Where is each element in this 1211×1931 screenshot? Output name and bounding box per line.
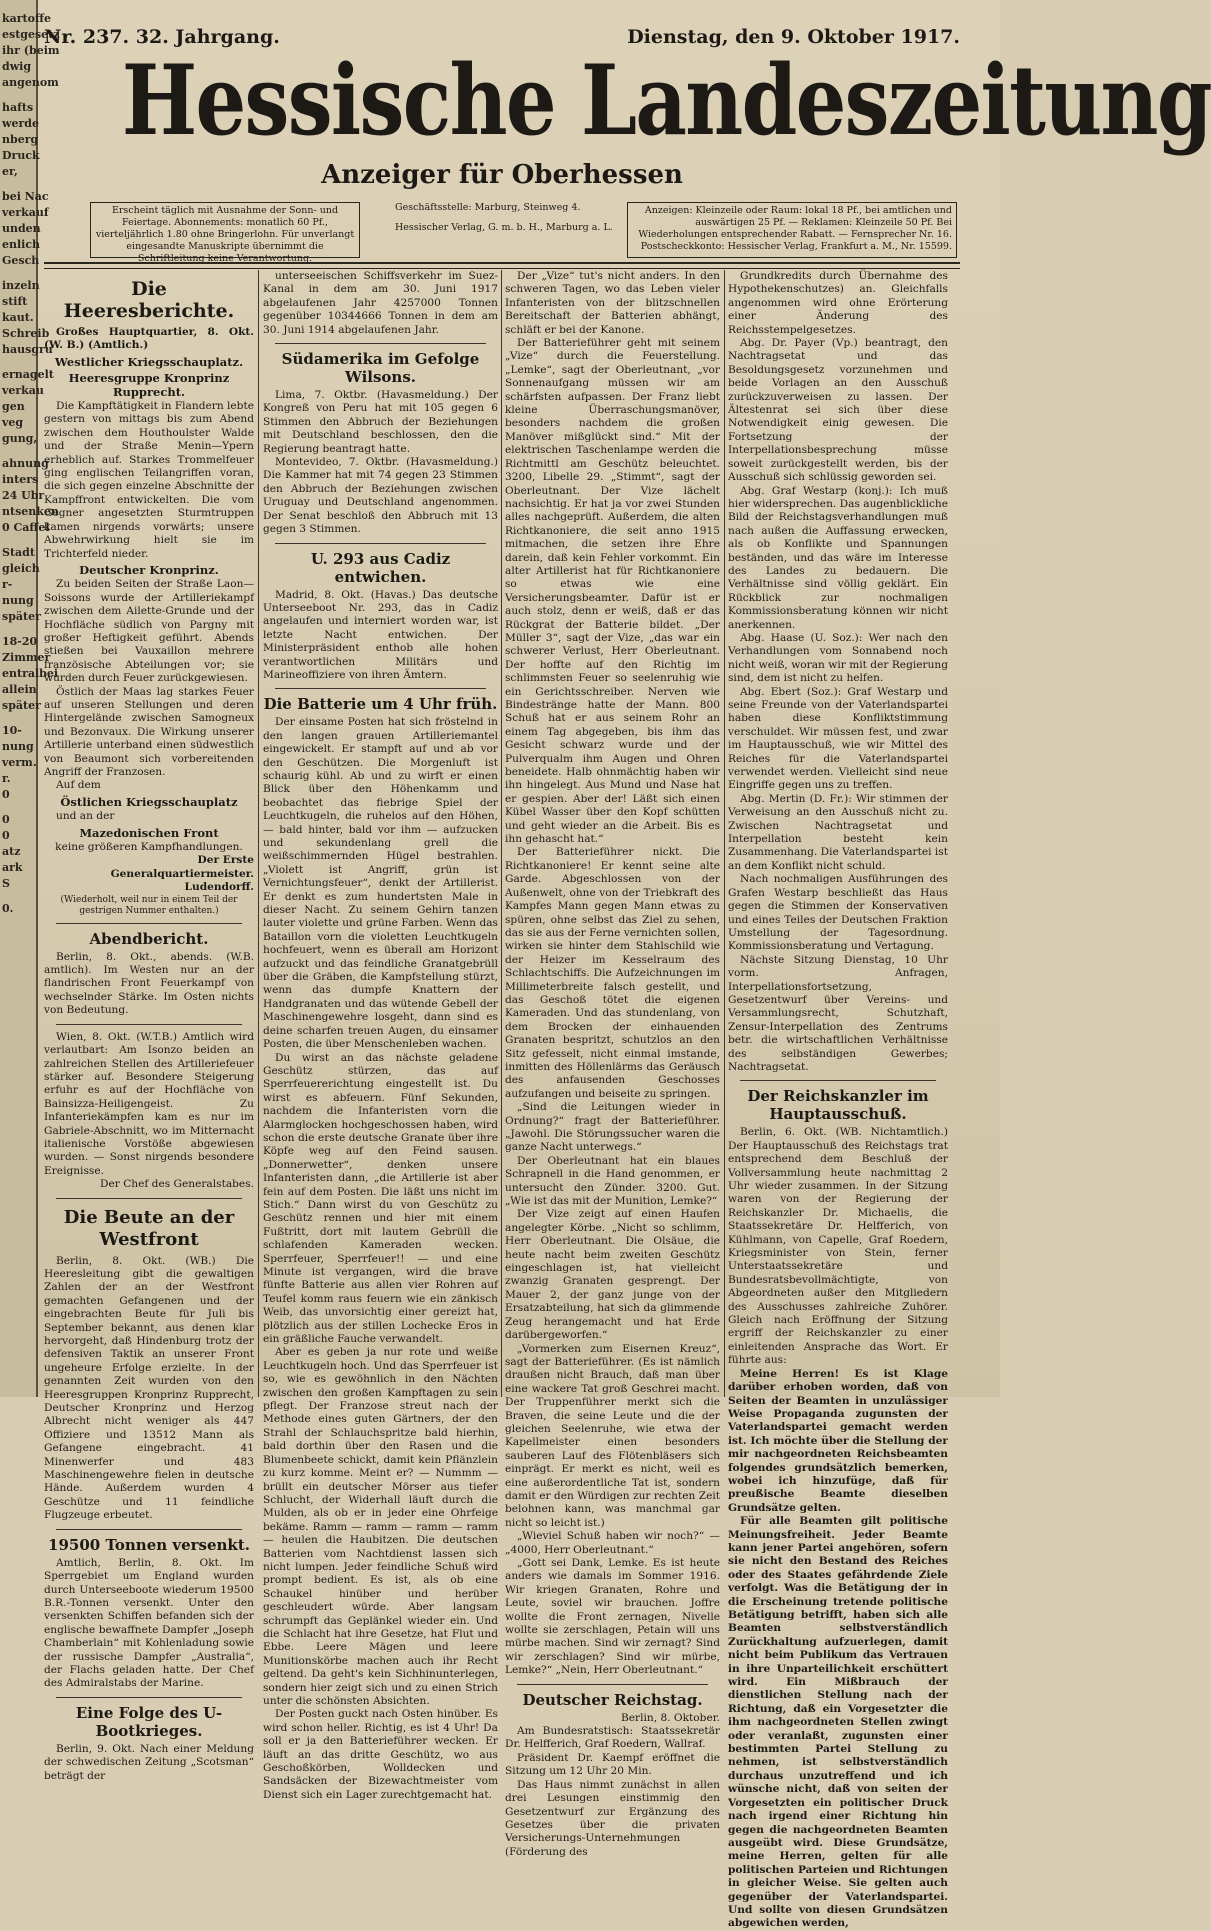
publisher-name: Hessischer Verlag, G. m. b. H., Marburg a. L. — [395, 222, 613, 233]
headline-cadiz: U. 293 aus Cadiz entwichen. — [310, 549, 451, 586]
strip-fragment: gung, — [2, 432, 38, 445]
headline-abendbericht: Abendbericht. — [89, 929, 209, 948]
paragraph: keine größeren Kampfhandlungen. — [55, 841, 243, 854]
paragraph: Präsident Dr. Kaempf eröffnet die Sitzung um 12 Uhr 20 Min. — [505, 1751, 720, 1778]
strip-fragment: verkau — [2, 384, 44, 397]
paragraph: Für alle Beamten gilt politische Meinungsfreiheit. Jeder Beamte kann jener Partei angehören, sofern sie nicht den Bestand des Reiches oder des Staates gefährdende Ziele verfolgt. Was die Betätigung der in die Erscheinung tretende politische Betätigung betrifft, haben sich alle Beamten selbstverständlich Zurückhaltung aufzuerlegen, damit nicht beim Publikum das Vertrauen in ihre Unparteilichkeit erschüttert wird. Ein Mißbrauch der dienstlichen Stellung nach der Richtung, daß ein Vorgesetzter die ihm nachgeordneten Stellen zwingt oder veranlaßt, zugunsten einer bestimmten Partei Stellung zu nehmen, ist selbstverständlich durchaus unzutreffend und ich wünsche nicht, daß von seiten der Vorgesetzten ein politischer Druck nach irgend einer Richtung hin gegen die nachgeordneten Beamten ausgeübt wird. Diese Grundsätze, meine Herren, gelten für alle politischen Parteien und Richtungen in gleicher Weise. Sie gelten auch gegenüber der Vaterlandspartei. Und sollte von diesen Grundsätzen abgewichen werden, — [728, 1515, 948, 1930]
column-4 — [728, 270, 948, 1930]
strip-fragment: er, — [2, 165, 18, 178]
strip-fragment: Zimmer — [2, 651, 51, 664]
office-address: Geschäftsstelle: Marburg, Steinweg 4. — [395, 202, 581, 213]
headline-suedamerika: Südamerika im Gefolge Wilsons. — [281, 350, 480, 387]
masthead-rule — [44, 262, 960, 269]
paragraph: „Wieviel Schuß haben wir noch?“ — „4000, Herr Oberleutnant.“ — [505, 1530, 720, 1556]
strip-fragment: ahnung — [2, 457, 49, 470]
column-3 — [505, 270, 720, 1858]
issue-date: Dienstag, den 9. Oktober 1917. — [627, 26, 960, 48]
subheading: Deutscher Kronprinz. — [79, 562, 219, 577]
paragraph: Der Batterieführer geht mit seinem „Vize“ durch die Feuerstellung. „Lemke“, sagt der Oberleutnant, „vor Sonnenaufgang müssen wir am schärfsten aufpassen. Der Franz liebt kleine Überraschungsmanöver, besonders nachdem die großen Manöver mißglückt sind.“ Mit der elektrischen Taschenlampe werden die Richtmittl am Geschütz beleuchtet. 3200, Libelle 29. „Stimmt“, sagt der Oberleutnant. Der Vize lächelt nachsichtig. Er hat ja vor zwei Stunden alles nachgeprüft. Außerdem, die alten Richtkanoniere, die seit anno 1915 mitmachen, die setzen ihre Ehre darein, daß kein Fehler vorkommt. Ein alter Artillerist hat für Richtkanoniere so etwas wie eine Versicherungsbeamter. Dafür ist er auch stolz, denn er weiß, daß er das Rückgrat der Batterie bildet. „Der Müller 3“, sagt der Vize, „das war ein schwerer Verlust, Herr Oberleutnant. Der hoffte auf den Richtig im schlimmsten Feuer so seelenruhig wie ein Gerichtsschreiber. Nerven wie Bindestränge hatte der Mann. 800 Schuß hat er aus seinem Rohr an einem Tag abgegeben, bis ihm das Gesicht schwarz wurde und der Pulverqualm ihm Augen und Ohren beneidete. Halb ohnmächtig haben wir ihn hingelegt. Aus Mund und Nase hat er gespien. Aber der! Läßt sich einen Kübel Wasser über den Kopf schütten und geht wieder an die Arbeit. Bis es ihn gehascht hat.“ — [505, 337, 720, 846]
paragraph: Berlin, 8. Okt., abends. (W.B. amtlich). Im Westen nur an der flandrischen Front Feuerkampf von wechselnder Stärke. Im Osten nichts von Bedeutung. — [44, 950, 254, 1017]
divider — [275, 688, 486, 689]
newspaper-title: Hessische Landeszeitung — [121, 44, 1211, 157]
strip-fragment: nung — [2, 594, 34, 607]
strip-fragment: später — [2, 699, 41, 712]
paragraph: Abg. Mertin (D. Fr.): Wir stimmen der Verweisung an den Ausschuß nicht zu. Zwischen Nachtragsetat und Interpellation besteht kein Zusammenhang. Die Vaterlandspartei ist an dem Konflikt nicht schuld. — [728, 792, 948, 872]
headline-batterie: Die Batterie um 4 Uhr früh. — [263, 695, 498, 714]
subheading: Östlichen Kriegsschauplatz — [60, 794, 238, 809]
paragraph: Abg. Haase (U. Soz.): Wer nach den Verhandlungen vom Sonnabend noch nicht weiß, woran wir mit der Regierung sind, dem ist nicht zu helfen. — [728, 631, 948, 685]
paragraph: Abg. Dr. Payer (Vp.) beantragt, den Nachtragsetat und das Besoldungsgesetz vorzunehmen und beide Vorlagen an den Ausschuß zurückzuverweisen zu lassen. Der Ältestenrat sei sich über diese Notwendigkeit einig gewesen. Die Fortsetzung der Interpellationsbesprechung müsse soweit zurückgestellt werden, bis der Ausschuß sich schlüssig geworden sei. — [728, 337, 948, 484]
headline-folge: Eine Folge des U-Bootkrieges. — [75, 1703, 223, 1740]
strip-fragment: 0. — [2, 902, 14, 915]
strip-fragment: inzeln — [2, 279, 40, 292]
subheading: Mazedonischen Front — [79, 825, 219, 840]
strip-fragment: 18-20 — [2, 635, 38, 648]
column-divider — [258, 270, 259, 1397]
column-2 — [263, 270, 498, 1801]
strip-fragment: nberg — [2, 133, 39, 146]
strip-fragment: werde — [2, 117, 39, 130]
paragraph: „Sind die Leitungen wieder in Ordnung?“ fragt der Batterieführer. „Jawohl. Die Störungssucher waren die ganze Nacht unterwegs.“ — [505, 1101, 720, 1154]
divider — [56, 1024, 242, 1025]
signature: Der Erste Generalquartiermeister. Ludendorff. — [110, 854, 254, 894]
strip-fragment: inters — [2, 473, 39, 486]
paragraph: Du wirst an das nächste geladene Geschütz stürzen, das auf Sperrfeuererichtung eingestellt ist. Du wirst es abfeuern. Fünf Sekunden, nachdem die Infanteristen vorn die Alarmglocken hochgeschossen haben, wird schon die erste deutsche Granate über ihre Köpfe weg auf den Feind sausen. „Donnerwetter“, denken unsere Infanteristen dann, „die Artillerie ist aber fein auf dem Posten. Die läßt uns nicht im Stich.“ Dann wirst du von Geschütz zu Geschütz rennen und hier mit einem Fußtritt, dort mit lautem Gebrüll die schlafenden Kameraden wecken. Sperrfeuer, Sperrfeuer!! — und eine Minute ist vergangen, wird die brave fünfte Batterie aus allen vier Rohren auf Teufel komm raus feuern wie ein zänkisch Weib, das unvorsichtig einer gereizt hat, plötzlich aus der stillen Lochecke Eros in ein gräßliche Fauche verwandelt. — [263, 1051, 498, 1346]
column-1 — [44, 270, 254, 1782]
headline-beute: Die Beute an der Westfront — [63, 1206, 235, 1250]
divider — [275, 543, 486, 544]
issue-number: Nr. 237. 32. Jahrgang. — [44, 26, 280, 48]
paragraph: Aber es geben ja nur rote und weiße Leuchtkugeln hoch. Und das Sperrfeuer ist so, wie es gewöhnlich in den Nächten zwischen den großen Kampftagen zu sein pflegt. Der Franzose streut nach der Methode eines guten Gärtners, der den Strahl der Schlauchspritze bald hierhin, bald dorthin über den Rasen und die Blumenbeete schickt, damit kein Pflänzlein zu kurz komme. Meint er? — Nummm — brüllt ein deutscher Mörser aus tiefer Schlucht, der Widerhall läuft durch die Mulden, als ob er in jeder eine Ohrfeige bekäme. Ramm — ramm — ramm — ramm — heulen die Haubitzen. Die deutschen Batterien vom Nachtdienst lassen sich nicht lumpen. Jeder feindliche Schuß wird prompt bedient. Es ist, als ob eine Schaukel hinüber und herüber geschleudert würde. Aber langsam schrumpft das Geplänkel wieder ein. Und die Schlacht hat ihre Gesetze, hat Flut und Ebbe. Leere Mägen und leere Munitionskörbe machen auch ihr Recht geltend. Da geht's kein Sichhinunterlegen, sondern hier zeigt sich und zu einen Strich unter die schönsten Absichten. — [263, 1346, 498, 1707]
paragraph: Der Vize zeigt auf einen Haufen angelegter Körbe. „Nicht so schlimm, Herr Oberleutnant. Die Olsäue, die heute nacht beim zweiten Geschütz eingeschlagen ist, hat vielleicht zwanzig Granaten gesprengt. Der Mauer 2, der ganz junge von der Ersatzabteilung, hat sich da glimmende Zeug herangemacht und hat Erde darübergeworfen.“ — [505, 1208, 720, 1342]
headline-heeresberichte: Die Heeresberichte. — [63, 278, 235, 322]
strip-fragment: bei Nac — [2, 190, 49, 203]
headline-reichstag: Deutscher Reichstag. — [522, 1690, 703, 1709]
dateline: Berlin, 8. Oktober. — [621, 1711, 720, 1724]
subheading: Heeresgruppe Kronprinz Rupprecht. — [68, 371, 230, 399]
paragraph: Wien, 8. Okt. (W.T.B.) Amtlich wird verlautbart: Am Isonzo beiden an zahlreichen Stellen des Artilleriefeuer stärker auf. Besondere Steigerung erfuhr es auf der Hochfläche von Bainsizza-Heiligengeist. Zu Infanteriekämpfen kam es nur im Gabriele-Abschnitt, wo im Mitternacht italienische Vorstöße abgewiesen wurden. — Sonst nirgends besondere Ereignisse. — [44, 1030, 254, 1177]
headline-reichskanzler: Der Reichskanzler im Hauptausschuß. — [747, 1087, 929, 1124]
paragraph: Amtlich, Berlin, 8. Okt. Im Sperrgebiet um England wurden durch Unterseeboote wiederum 19500 B.R.-Tonnen versenkt. Unter den versenkten Schiffen befanden sich der englische bewaffnete Dampfer „Joseph Chamberlain“ mit Kohlenladung sowie der russische Dampfer „Australia“, der Flachs geladen hatte. Der Chef des Admiralstabs der Marine. — [44, 1556, 254, 1690]
publisher-info — [395, 202, 625, 252]
divider — [740, 1080, 936, 1081]
strip-fragment: stift — [2, 295, 28, 308]
paragraph: Am Bundesratstisch: Staatssekretär Dr. Helfferich, Graf Roedern, Wallraf. — [505, 1725, 720, 1751]
strip-fragment: ihr (beim — [2, 44, 60, 57]
paragraph: Montevideo, 7. Oktbr. (Havasmeldung.) Die Kammer hat mit 74 gegen 23 Stimmen den Abbruch der Beziehungen zwischen Uruguay und Deutschland angenommen. Der Senat beschloß den Abbruch mit 13 gegen 3 Stimmen. — [263, 456, 498, 536]
advertising-rates: Anzeigen: Kleinzeile oder Raum: lokal 18 Pf., bei amtlichen und auswärtigen 25 Pf. — Reklamen: Kleinzeile 50 Pf. Bei Wiederholungen entsprechender Rabatt. — Fernsprecher Nr. 16. Postscheckkonto: Hessischer Verlag, Frankfurt a. M., Nr. 15599. — [627, 202, 957, 258]
divider — [275, 343, 486, 344]
strip-fragment: gen — [2, 400, 25, 413]
divider — [517, 1684, 708, 1685]
strip-fragment: r. — [2, 772, 11, 785]
paragraph: Das Haus nimmt zunächst in allen drei Lesungen einstimmig den Gesetzentwurf zur Ergänzung des Gesetzes über die privaten Versicherungs-Unternehmungen (Förderung des — [505, 1778, 720, 1858]
strip-fragment: verm. — [2, 756, 37, 769]
paragraph: Nächste Sitzung Dienstag, 10 Uhr vorm. Anfragen, Interpellationsfortsetzung, Gesetzentwurf über Vereins- und Versammlungsrecht, Schutzhaft, Zensur-Interpellation des Zentrums betr. die wirtschaftlichen Verhältnisse des selbständigen Gewerbes; Nachtragsetat. — [728, 953, 948, 1073]
paragraph: Abg. Ebert (Soz.): Graf Westarp und seine Freunde von der Vaterlandspartei haben diese Konfliktstimmung verschuldet. Wir müssen fest, und zwar im Hauptausschuß, wie wir Mittel des Reiches für die Vaterlandspartei verwendet werden. Vielleicht sind neue Eingriffe gegen uns zu treffen. — [728, 685, 948, 792]
strip-fragment: kartoffe — [2, 12, 51, 25]
strip-fragment: Schreib — [2, 327, 50, 340]
strip-fragment: Druck — [2, 149, 40, 162]
strip-fragment: später — [2, 610, 41, 623]
divider — [56, 1697, 242, 1698]
strip-fragment: 10- — [2, 724, 22, 737]
paragraph: Der Posten guckt nach Osten hinüber. Es wird schon heller. Richtig, es ist 4 Uhr! Da soll er ja den Batterieführer wecken. Er läuft an das dritte Geschütz, wo aus Geschoßkörben, Wolldecken und Sandsäcken der Bizewachtmeister vom Dienst sich ein Lager zurechtgemacht hat. — [263, 1708, 498, 1801]
paragraph: Berlin, 9. Okt. Nach einer Meldung der schwedischen Zeitung „Scotsman“ beträgt der — [44, 1742, 254, 1782]
strip-fragment: angenom — [2, 76, 59, 89]
strip-fragment: 0 — [2, 829, 10, 842]
paragraph: Der Oberleutnant hat ein blaues Schrapnell in die Hand genommen, er untersucht den Zünder. 3200. Gut. „Wie ist das mit der Munition, Lemke?“ — [505, 1154, 720, 1208]
strip-fragment: enlich — [2, 238, 41, 251]
strip-fragment: 0 — [2, 813, 10, 826]
subheading: Westlicher Kriegsschauplatz. — [54, 354, 244, 369]
strip-fragment: unden — [2, 222, 41, 235]
paragraph: Der einsame Posten hat sich fröstelnd in den langen grauen Artilleriemantel eingewickelt. Er stampft auf und ab vor den Geschützen. Die Morgenluft ist schaurig kühl. Ab und zu wirft er einen Blick über den Höhenkamm und beobachtet das fiebrige Spiel der Leuchtkugeln, die ruhelos auf den Höhen, — bald hinter, bald vor ihm — aufzucken und sekundenlang grell die weißschimmernden Hügel bestrahlen. „Violett ist Angriff, grün ist Vernichtungsfeuer“, denkt der Artillerist. Er denkt es zum hundertsten Male in dieser Nacht. Zu seinem Gehirn tanzen lauter violette und grüne Farben. Wenn das Bataillon vorn die violetten Leuchtkugeln hochfeuert, wenn es überall am Horizont aufzuckt und das feindliche Granatgebrüll über die Gräben, die Kampfstellung stürzt, wenn das dumpfe Knattern der Handgranaten und das wütende Gebell der Maschinengewehre losgeht, dann sind es deine scharfen treuen Augen, du einsamer Posten, die über Menschenleben wachen. — [263, 716, 498, 1051]
column-divider — [724, 270, 725, 1397]
strip-fragment: veg — [2, 416, 24, 429]
strip-fragment: hausgru — [2, 343, 53, 356]
paragraph: Grundkredits durch Übernahme des Hypothekenschutzes) an. Gleichfalls angenommen wird ohne Erörterung einer Änderung des Reichsstempelgesetzes. — [728, 270, 948, 336]
strip-fragment: r- — [2, 578, 13, 591]
paragraph: unterseeischen Schiffsverkehr im Suez-Kanal in dem am 30. Juni 1917 abgelaufenen Jahr 4257000 Tonnen gegenüber 10344666 Tonnen in dem am 30. Juni 1914 abgelaufenen Jahr. — [263, 270, 498, 336]
paragraph: Berlin, 6. Okt. (WB. Nichtamtlich.) Der Hauptausschuß des Reichstags trat entsprechend dem Beschluß der Vollversammlung heute nachmittag 2 Uhr wieder zusammen. In der Sitzung waren von der Regierung der Reichskanzler Dr. Michaelis, die Staatssekretäre Dr. Helfferich, von Kühlmann, von Capelle, Graf Roedern, Kriegsminister von Stein, ferner Unterstaatssekretäre und Bundesratsbevollmächtigte, von Abgeordneten außer den Mitgliedern des Ausschusses zahlreiche Zuhörer. Gleich nach Eröffnung der Sitzung ergriff der Reichskanzler zu einer einleitenden Ansprache das Wort. Er führte aus: — [728, 1126, 948, 1367]
strip-fragment: 24 Ubr — [2, 489, 45, 502]
strip-fragment: 0 — [2, 788, 10, 801]
strip-fragment: entralbei — [2, 667, 59, 680]
strip-fragment: ark — [2, 861, 23, 874]
strip-fragment: allein — [2, 683, 37, 696]
paragraph: Der „Vize“ tut's nicht anders. In den schweren Tagen, wo das Leben vieler Infanteristen von der blitzschnellen Bereitschaft der Batterien abhängt, schläft er bei der Kanone. — [505, 270, 720, 336]
dateline: Großes Hauptquartier, 8. Okt. (W. B.) (Amtlich.) — [44, 326, 254, 352]
strip-fragment: hafts — [2, 101, 34, 114]
paragraph: Lima, 7. Oktbr. (Havasmeldung.) Der Kongreß von Peru hat mit 105 gegen 6 Stimmen den Abbruch der Beziehungen mit Deutschland beschlossen, den die Regierung beantragt hatte. — [263, 389, 498, 455]
divider — [56, 923, 242, 924]
paragraph: Die Kampftätigkeit in Flandern lebte gestern von mittags bis zum Abend zwischen dem Houthoulster Walde und der Straße Menin—Ypern erheblich auf. Starkes Trommelfeuer ging englischen Teilangriffen voran, die sich gegen einzelne Abschnitte der Kampffront entwickelten. Die vom Gegner angesetzten Sturmtruppen kamen nirgends vorwärts; unsere Abwehrwirkung hielt sie im Trichterfeld nieder. — [44, 400, 254, 560]
paragraph: Östlich der Maas lag starkes Feuer auf unseren Stellungen und deren Hintergelände zwischen Samogneux und Bezonvaux. Die Wirkung unserer Artillerie unterband einen südwestlich von Beaumont sich vorbereitenden Angriff der Franzosen. — [44, 685, 254, 778]
strip-fragment: verkauf — [2, 206, 49, 219]
strip-fragment: 0 Caffel — [2, 521, 50, 534]
paragraph: und an der — [56, 810, 115, 823]
strip-fragment: S — [2, 877, 10, 890]
strip-fragment: kaut. — [2, 311, 34, 324]
paragraph: Madrid, 8. Okt. (Havas.) Das deutsche Unterseeboot Nr. 293, das in Cadiz angelaufen und interniert worden war, ist letzte Nacht entwichen. Der Ministerpräsident enthob alle hohen verantwortlichen Militärs und Marineoffiziere von ihren Ämtern. — [263, 588, 498, 681]
strip-fragment: dwig — [2, 60, 32, 73]
headline-tonnen: 19500 Tonnen versenkt. — [48, 1535, 250, 1554]
paragraph: „Vormerken zum Eisernen Kreuz“, sagt der Batterieführer. (Es ist nämlich draußen nicht Brauch, daß man über eine wackere Tat groß Geschrei macht. Der Truppenführer merkt sich die Braven, die seine Leute und die der gleichen Seelenruhe, wie etwa der Kapellmeister einen besonders sauberen Lauf des Flötenbläsers sich einprägt. Er merkt es nicht, weil es eine außerordentliche Tat ist, sondern damit er den Würdigen zur rechten Zeit belohnen kann, was manchmal gar nicht so leicht ist.) — [505, 1342, 720, 1529]
paragraph: Nach nochmaligen Ausführungen des Grafen Westarp beschließt das Haus gegen die Stimmen der Konservativen und eines Teiles der Deutschen Fraktion Umstellung der Tagesordnung. Kommissionsberatung und Vertagung. — [728, 873, 948, 953]
divider — [56, 1529, 242, 1530]
newspaper-subtitle: Anzeiger für Oberhessen — [321, 160, 683, 190]
adjacent-page-strip — [0, 0, 60, 1397]
signature: Der Chef des Generalstabes. — [100, 1178, 254, 1191]
paragraph: Der Batterieführer nickt. Die Richtkanoniere! Er kennt seine alte Garde. Abgeschlossen von der Außenwelt, ohne von der Triebkraft des Kampfes Mann gegen Mann etwas zu spüren, ohne selbst das Ziel zu sehen, das sie aus der Ferne vernichten sollen, wirken sie hinter dem Stahlschild wie der Heizer im Kesselraum des Schlachtschiffs. Die Aufzeichnungen im Millimeterbreite falsch gestellt, und das Geschoß tötet die eigenen Kameraden. Und das stundenlang, von dem Brocken der einhauenden Granaten bespritzt, schutzlos an den Sitz gefesselt, nicht einmal imstande, inmitten des Höllenlärms das Geräusch des anfausenden Geschosses aufzufangen und beiseite zu springen. — [505, 846, 720, 1100]
divider — [56, 1198, 242, 1199]
strip-fragment: estgesetz — [2, 28, 60, 41]
strip-fragment: Stadt — [2, 546, 35, 559]
paragraph: Berlin, 8. Okt. (WB.) Die Heeresleitung gibt die gewaltigen Zahlen der an der Westfront gemachten Gefangenen und der eingebrachten Beute für Juli bis September bekannt, aus denen klar hervorgeht, daß Hindenburg trotz der defensiven Taktik an unserer Front ungeheure Erfolge erzielte. In der genannten Zeit wurden von den Heeresgruppen Kronprinz Rupprecht, Deutscher Kronprinz und Herzog Albrecht nicht weniger als 447 Offiziere und 13512 Mann als Gefangene eingebracht. 41 Minenwerfer und 483 Maschinengewehre fielen in deutsche Hände. Außerdem wurden 4 Geschütze und 11 feindliche Flugzeuge erbeutet. — [44, 1254, 254, 1522]
strip-fragment: gleich — [2, 562, 40, 575]
paragraph: Auf dem — [56, 779, 101, 792]
column-divider — [501, 270, 502, 1397]
note: (Wiederholt, weil nur in einem Teil der gestrigen Nummer enthalten.) — [60, 894, 238, 916]
paragraph: Zu beiden Seiten der Straße Laon—Soissons wurde der Artilleriekampf zwischen dem Ailette-Grunde und der Hochfläche südlich von Pargny mit großer Heftigkeit geführt. Abends stießen bei Vauxaillon mehrere französische Abteilungen vor; sie wurden durch Feuer zurückgewiesen. — [44, 578, 254, 685]
paragraph: Meine Herren! Es ist Klage darüber erhoben worden, daß von Seiten der Beamten in unzulässiger Weise Propaganda zugunsten der Vaterlandspartei gemacht werden ist. Ich möchte über die Stellung der mir nachgeordneten Reichsbeamten folgendes grundsätzlich bemerken, wobei ich hinzufüge, daß für preußische Beamte dieselben Grundsätze gelten. — [728, 1367, 948, 1514]
strip-fragment: ntsenken — [2, 505, 59, 518]
strip-fragment: atz — [2, 845, 21, 858]
strip-fragment: nung — [2, 740, 34, 753]
paragraph: „Gott sei Dank, Lemke. Es ist heute anders wie damals im Sommer 1916. Wir kriegen Granaten, Rohre und Leute, soviel wir brauchen. Joffre wollte die Front zernagen, Nivelle wollte sie zerschlagen, Petain will uns mürbe machen. Sind wir zernagt? Sind wir zerschlagen? Sind wir mürbe, Lemke?“ „Nein, Herr Oberleutnant.“ — [505, 1557, 720, 1677]
paragraph: Abg. Graf Westarp (konj.): Ich muß hier widersprechen. Das augenblickliche Bild der Reichstagsverhandlungen muß nach außen die Auffassung erwecken, als ob Konflikte und Spannungen beständen, und das wäre im Interesse des Landes zu bedauern. Die Verhältnisse sind völlig geklärt. Ein Rückblick zur nochmaligen Kommissionsberatung können wir nicht anerkennen. — [728, 484, 948, 631]
strip-fragment: Gesch — [2, 254, 40, 267]
strip-fragment: ernagelt — [2, 368, 54, 381]
subscription-info: Erscheint täglich mit Ausnahme der Sonn- und Feiertage. Abonnements: monatlich 60 Pf., vierteljährlich 1.80 ohne Bringerlohn. Für unverlangt eingesandte Manuskripte übernimmt die Schriftleitung keine Verantwortung. — [90, 202, 360, 258]
